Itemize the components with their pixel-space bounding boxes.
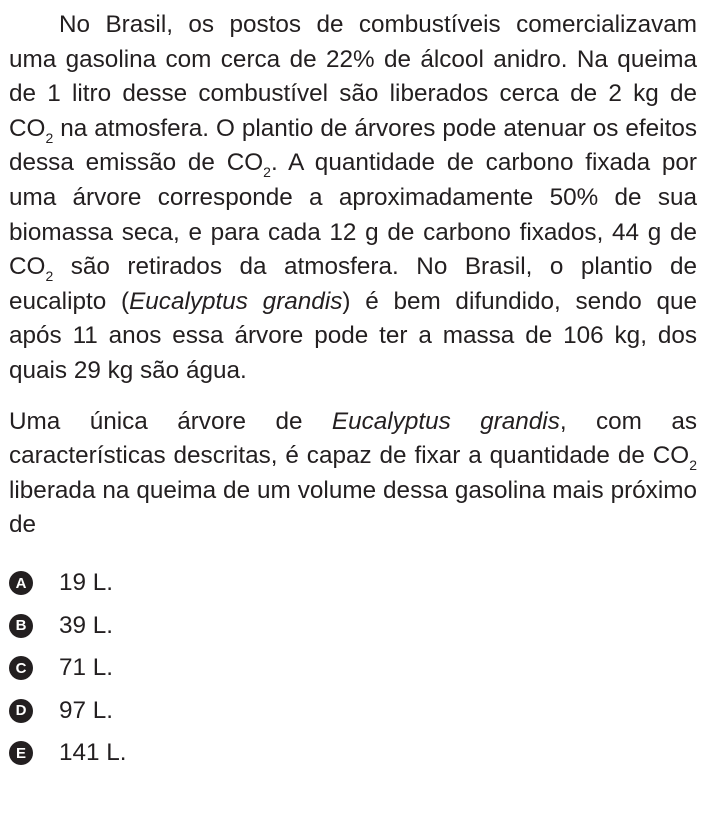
subscript-2: 2 [45, 129, 54, 146]
answer-options [9, 562, 697, 775]
species-name: Eucalyptus grandis [331, 407, 560, 435]
species-name: Eucalyptus grandis [129, 287, 343, 315]
option-text: 97 L. [59, 696, 114, 724]
option-text: 19 L. [59, 569, 114, 597]
option-letter-badge: D [9, 699, 33, 723]
option-letter-badge: B [9, 614, 33, 638]
question-context-paragraph [9, 8, 697, 389]
context-text-1: No Brasil, os postos de combustíveis comercializavam uma gasolina com cerca de 22% de álcool anidro. Na queima de 1 litro desse combustível são liberados cerca de 2 kg de CO [9, 11, 697, 142]
prompt-text-3: liberada na queima de um volume dessa gasolina mais próximo de [9, 476, 697, 539]
option-letter-badge: A [9, 571, 33, 595]
option-letter-badge: E [9, 741, 33, 765]
option-c[interactable] [9, 647, 697, 690]
option-b[interactable] [9, 604, 697, 647]
option-d[interactable] [9, 689, 697, 732]
question-prompt-paragraph [9, 405, 697, 543]
subscript-2: 2 [45, 268, 54, 285]
prompt-text-1: Uma única árvore de [9, 407, 332, 435]
option-letter-badge: C [9, 656, 33, 680]
option-text: 39 L. [59, 611, 114, 639]
option-text: 71 L. [59, 654, 114, 682]
option-e[interactable] [9, 732, 697, 775]
context-text-5: ) é bem difundido, sendo que após 11 anos essa árvore pode ter a massa de 106 kg, dos quais 29 kg são água. [9, 287, 698, 384]
context-text-4: são retirados da atmosfera. No Brasil, o plantio de eucalipto ( [9, 253, 697, 315]
subscript-2: 2 [263, 164, 271, 181]
context-text-3: . A quantidade de carbono fixada por uma árvore corresponde a aproximadamente 50% de sua biomassa seca, e para cada 12 g de carbono fixados, 44 g de CO [9, 149, 698, 281]
context-text-2: na atmosfera. O plantio de árvores pode atenuar os efeitos dessa emissão de CO [9, 114, 697, 177]
subscript-2: 2 [689, 457, 697, 474]
prompt-text-2: , com as características descritas, é capaz de fixar a quantidade de CO [9, 407, 697, 470]
option-text: 141 L. [59, 739, 127, 767]
option-a[interactable] [9, 562, 697, 605]
